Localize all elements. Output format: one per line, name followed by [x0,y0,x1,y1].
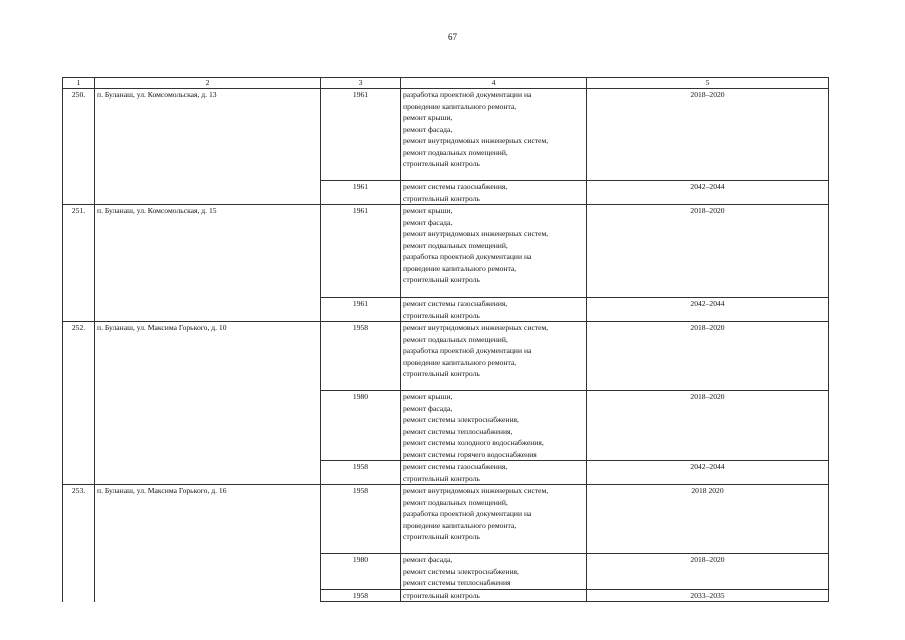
works-cell: строительный контроль [401,589,587,602]
period-cell: 2018 2020 [587,485,829,554]
works-cell: ремонт крыши, ремонт фасада, ремонт внутридомовых инженерных систем, ремонт подвальных помещений, разработка проектной документации на проведение капитального ремонта, строительный контроль [401,205,587,298]
year-cell: 1958 [321,461,401,485]
works-cell: ремонт фасада, ремонт системы электроснабжения, ремонт системы теплоснабжения [401,554,587,590]
works-cell: ремонт крыши, ремонт фасада, ремонт системы электроснабжения, ремонт системы теплоснабжения, ремонт системы холодного водоснабжения, ремонт системы горячего водоснабжения [401,391,587,461]
table-row [63,205,829,298]
period-cell: 2018–2020 [587,89,829,181]
year-cell: 1958 [321,589,401,602]
table-row [63,89,829,181]
page-number: 67 [448,32,457,42]
header-cell: 5 [587,78,829,89]
year-cell: 1958 [321,322,401,391]
header-cell: 3 [321,78,401,89]
period-cell: 2018–2020 [587,391,829,461]
period-cell: 2042–2044 [587,461,829,485]
period-cell: 2018–2020 [587,554,829,590]
year-cell: 1961 [321,181,401,205]
works-cell: ремонт системы газоснабжения, строительный контроль [401,461,587,485]
period-cell: 2018–2020 [587,205,829,298]
works-cell: ремонт системы газоснабжения, строительный контроль [401,181,587,205]
works-cell: ремонт внутридомовых инженерных систем, ремонт подвальных помещений, разработка проектной документации на проведение капитального ремонта, строительный контроль [401,485,587,554]
year-cell: 1980 [321,554,401,590]
building-address: п. Буланаш, ул. Комсомольская, д. 13 [95,89,321,205]
header-cell: 2 [95,78,321,89]
header-cell: 1 [63,78,95,89]
building-address: п. Буланаш, ул. Максима Горького, д. 16 [95,485,321,602]
works-cell: ремонт системы газоснабжения, строительный контроль [401,298,587,322]
building-address: п. Буланаш, ул. Максима Горького, д. 10 [95,322,321,485]
table-row [63,485,829,554]
repair-schedule-table [62,77,829,602]
period-cell: 2033–2035 [587,589,829,602]
header-row [63,78,829,89]
building-address: п. Буланаш, ул. Комсомольская, д. 15 [95,205,321,322]
period-cell: 2042–2044 [587,298,829,322]
header-cell: 4 [401,78,587,89]
works-cell: ремонт внутридомовых инженерных систем, ремонт подвальных помещений, разработка проектной документации на проведение капитального ремонта, строительный контроль [401,322,587,391]
year-cell: 1961 [321,205,401,298]
year-cell: 1961 [321,298,401,322]
year-cell: 1980 [321,391,401,461]
building-number: 250. [63,89,95,205]
year-cell: 1958 [321,485,401,554]
building-number: 252. [63,322,95,485]
works-cell: разработка проектной документации на проведение капитального ремонта, ремонт крыши, ремонт фасада, ремонт внутридомовых инженерных систем, ремонт подвальных помещений, строительный контроль [401,89,587,181]
period-cell: 2018–2020 [587,322,829,391]
year-cell: 1961 [321,89,401,181]
table-row [63,322,829,391]
building-number: 253. [63,485,95,602]
period-cell: 2042–2044 [587,181,829,205]
building-number: 251. [63,205,95,322]
